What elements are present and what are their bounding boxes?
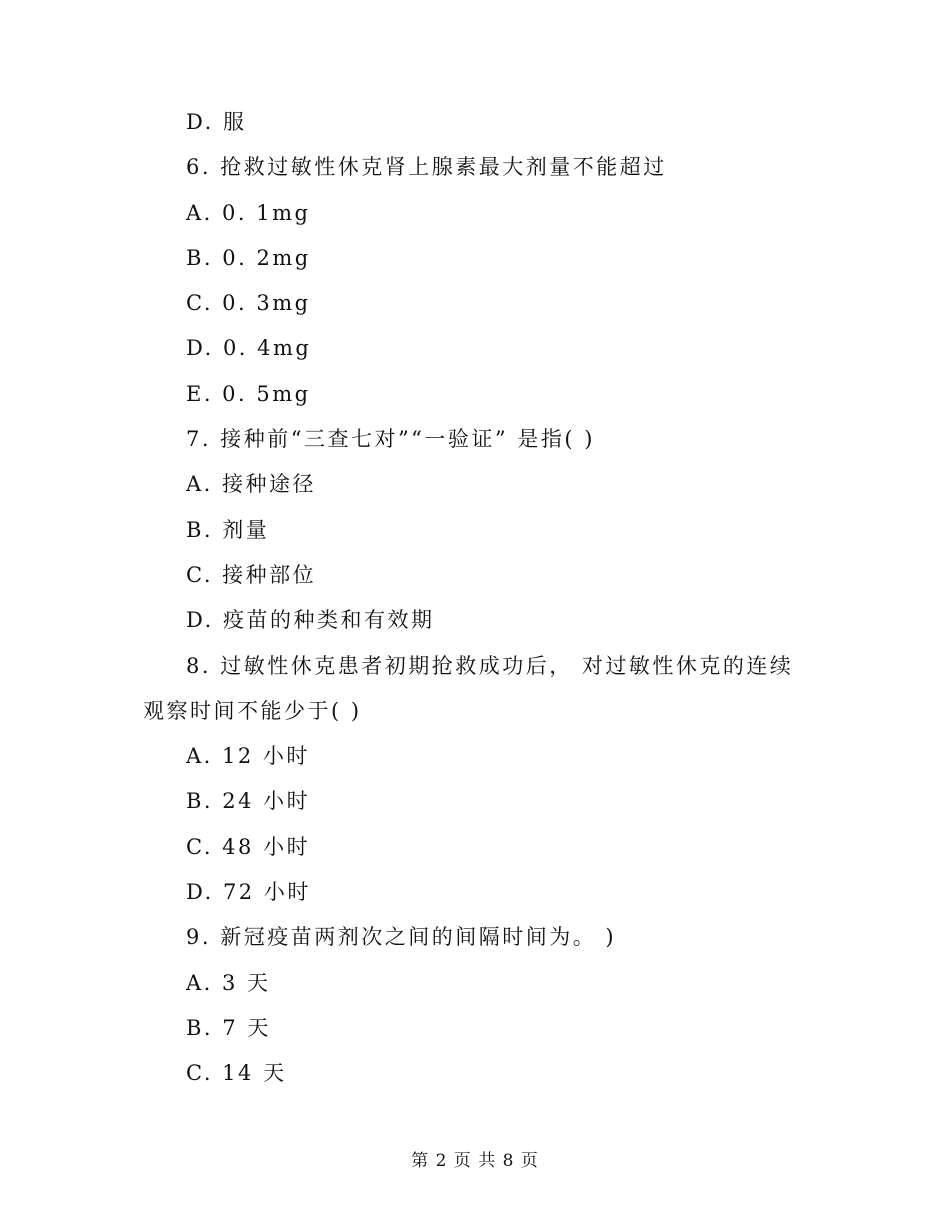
option-6e: E. 0. 5mg xyxy=(186,381,311,406)
option-7a: A. 接种途径 xyxy=(186,472,317,497)
page-number-footer: 第 2 页 共 8 页 xyxy=(411,1151,539,1171)
question-6: 6. 抢救过敏性休克肾上腺素最大剂量不能超过 xyxy=(186,155,667,180)
option-7c: C. 接种部位 xyxy=(186,562,317,587)
option-9a: A. 3 天 xyxy=(186,970,271,995)
option-8c: C. 48 小时 xyxy=(186,834,311,859)
option-9c: C. 14 天 xyxy=(186,1061,287,1086)
option-8b: B. 24 小时 xyxy=(186,789,311,814)
option-8d: D. 72 小时 xyxy=(186,880,311,905)
option-6c: C. 0. 3mg xyxy=(186,291,311,316)
question-9: 9. 新冠疫苗两剂次之间的间隔时间为。 ) xyxy=(186,925,617,950)
option-5d: D. 服 xyxy=(186,110,247,134)
option-6b: B. 0. 2mg xyxy=(186,245,311,270)
question-7: 7. 接种前“三查七对”“一验证” 是指( ) xyxy=(186,427,595,452)
question-8-continuation: 观察时间不能少于( ) xyxy=(143,698,362,723)
option-7b: B. 剂量 xyxy=(186,517,270,542)
option-6a: A. 0. 1mg xyxy=(186,200,311,225)
option-6d: D. 0. 4mg xyxy=(186,336,312,361)
option-9b: B. 7 天 xyxy=(186,1015,271,1040)
option-7d: D. 疫苗的种类和有效期 xyxy=(186,608,435,633)
question-8: 8. 过敏性休克患者初期抢救成功后， 对过敏性休克的连续 xyxy=(186,653,794,678)
option-8a: A. 12 小时 xyxy=(186,744,310,769)
document-body xyxy=(0,100,950,1097)
